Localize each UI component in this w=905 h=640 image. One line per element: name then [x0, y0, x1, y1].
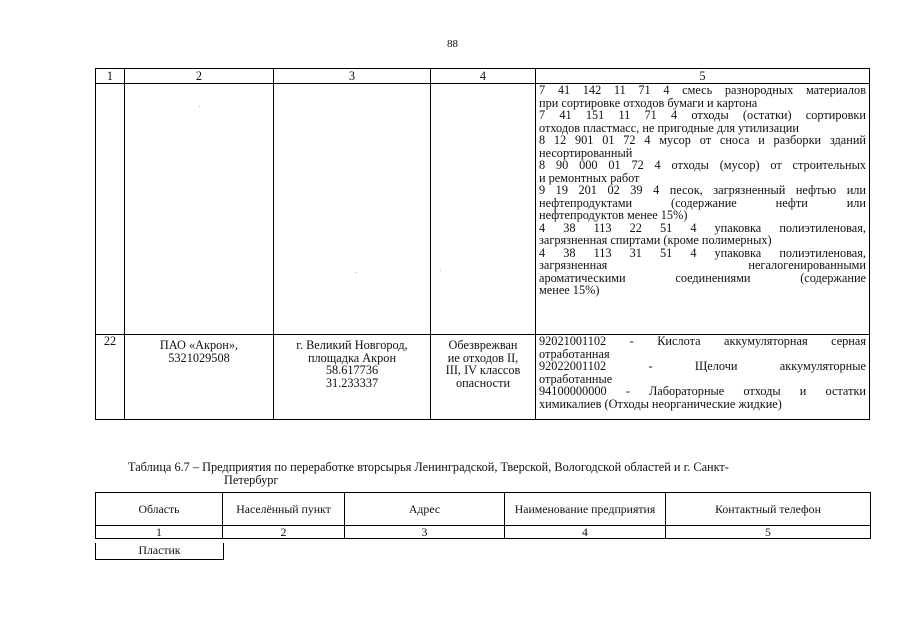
text-line: 94100000000 - Лабораторные отходы и остатки	[539, 384, 866, 398]
enterprises-table	[95, 68, 870, 420]
scan-speck	[355, 272, 356, 273]
text-line: 4 38 113 22 51 4 упаковка полиэтиленовая,	[539, 220, 866, 235]
cell-activity	[431, 84, 536, 335]
cell-waste-codes	[536, 84, 870, 335]
text-line: 8 12 901 01 72 4 мусор от сноса и разборки зданий	[539, 133, 866, 147]
header-cell: Контактный телефон	[666, 493, 871, 526]
column-number-row	[96, 526, 871, 539]
text-line: 31.233337	[325, 375, 379, 390]
number-cell: 5	[666, 526, 871, 539]
cell-activity	[431, 335, 536, 420]
text-line: менее 15%)	[539, 283, 600, 297]
text-line: 58.617736	[325, 363, 379, 377]
text-line: ароматическими соединениями (содержание	[539, 270, 866, 285]
cell-company	[125, 335, 274, 420]
text-line: загрязненная спиртами (кроме полимерных)	[539, 233, 772, 247]
text-line: химикалиев (Отходы неорганические жидкие)	[539, 396, 782, 411]
header-cell: 4	[431, 69, 536, 84]
text-line: и ремонтных работ	[539, 170, 640, 185]
text-line: Обезврежван	[448, 338, 518, 352]
table-caption	[128, 461, 873, 487]
text-line: 4 38 113 31 51 4 упаковка полиэтиленовая,	[539, 245, 866, 260]
table-row	[96, 84, 870, 335]
cell-num: 22	[96, 335, 125, 420]
number-cell: 2	[223, 526, 345, 539]
text-line: несортированный	[539, 145, 633, 160]
text-line: 92021001102 - Кислота аккумуляторная серная	[539, 334, 866, 348]
text-line: отходов пластмасс, не пригодные для утилизации	[539, 120, 799, 135]
header-cell: Наименование предприятия	[505, 493, 666, 526]
text-line: при сортировке отходов бумаги и картона	[539, 95, 758, 110]
scan-speck	[440, 270, 441, 271]
text-line: загрязненная негалогенированными	[539, 258, 866, 272]
table-header-row	[96, 493, 871, 526]
text-line: г. Великий Новгород,	[296, 338, 408, 352]
scan-speck	[199, 106, 200, 107]
text-line: отработанная	[539, 346, 610, 361]
header-cell: 1	[96, 69, 125, 84]
cell-num	[96, 84, 125, 335]
page-number: 88	[447, 38, 458, 50]
cell-company	[125, 84, 274, 335]
cell-address	[274, 84, 431, 335]
text-line: III, IV классов	[445, 363, 521, 377]
text-line: опасности	[455, 375, 511, 390]
text-line: ПАО «Акрон»,	[159, 338, 239, 352]
text-line: 9 19 201 02 39 4 песок, загрязненный нефтью или	[539, 183, 866, 197]
caption-line: Петербург	[224, 473, 279, 487]
section-label: Пластик	[95, 543, 224, 560]
text-line: нефтепродуктов менее 15%)	[539, 208, 688, 222]
text-line: 92022001102 - Щелочи аккумуляторные	[539, 359, 866, 373]
header-cell: Адрес	[345, 493, 505, 526]
recycling-table	[95, 492, 871, 539]
table-header-row	[96, 69, 870, 84]
caption-line: Таблица 6.7 – Предприятия по переработке вторсырья Ленинградской, Тверской, Вологодской областей и г. Санкт-	[128, 460, 729, 474]
header-cell: 5	[536, 69, 870, 84]
header-cell: 3	[274, 69, 431, 84]
text-line: нефтепродуктами (содержание нефти или	[539, 195, 866, 210]
number-cell: 4	[505, 526, 666, 539]
cell-waste-codes	[536, 335, 870, 420]
number-cell: 1	[96, 526, 223, 539]
number-cell: 3	[345, 526, 505, 539]
text-line: 5321029508	[168, 350, 230, 365]
text-line: 7 41 142 11 71 4 смесь разнородных материалов	[539, 83, 866, 97]
text-line: ие отходов II,	[447, 350, 519, 365]
header-cell: Населённый пункт	[223, 493, 345, 526]
cell-address	[274, 335, 431, 420]
table-row	[96, 335, 870, 420]
text-line: 8 90 000 01 72 4 отходы (мусор) от строительных	[539, 158, 866, 172]
text-line: площадка Акрон	[307, 350, 397, 365]
header-cell: Область	[96, 493, 223, 526]
text-line: отработанные	[539, 371, 613, 386]
text-line: 7 41 151 11 71 4 отходы (остатки) сортировки	[539, 108, 866, 122]
header-cell: 2	[125, 69, 274, 84]
